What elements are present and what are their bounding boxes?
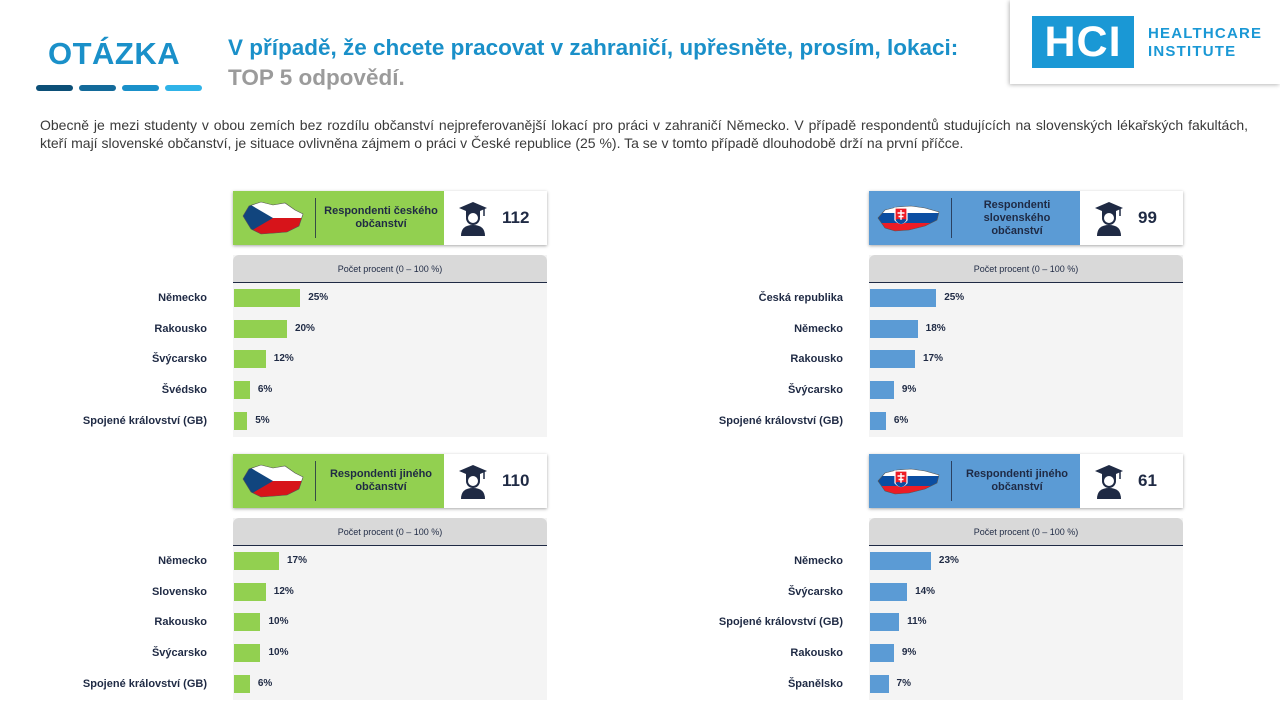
dash-1 [36,85,73,91]
value-label: 18% [925,323,946,334]
bar-row [0,320,640,338]
divider [315,198,316,238]
category-label: Rakousko [790,353,843,365]
bar-row [636,613,1276,631]
value-label: 10% [268,616,289,627]
respondent-count-box [1080,191,1183,245]
axis-label: Počet procent (0 – 100 %) [233,255,547,283]
logo-mark: HCI [1032,16,1134,68]
group-label: Respondenti jiného občanství [965,468,1069,493]
graduate-icon [1094,463,1124,499]
divider [951,461,952,501]
bar [870,613,899,631]
bar-row [0,613,640,631]
respondent-count: 112 [502,208,530,227]
czech-map-icon [239,198,307,238]
bar [234,412,247,430]
bar-row [636,350,1276,368]
category-label: Německo [158,555,207,567]
respondent-count-box [444,191,547,245]
category-label: Švýcarsko [151,353,207,365]
value-label: 12% [273,586,294,597]
respondent-count: 110 [502,471,530,490]
category-label: Česká republika [758,292,843,304]
bar-row [636,320,1276,338]
bar-row [636,644,1276,662]
bar [234,583,266,601]
page-title [228,33,988,93]
axis-label: Počet procent (0 – 100 %) [233,518,547,546]
dash-2 [79,85,116,91]
category-label: Rakousko [154,616,207,628]
respondent-group-header [869,191,1183,245]
decorative-dashes [36,85,202,91]
bar [234,613,260,631]
bar [870,552,931,570]
group-label-box [869,191,1080,245]
category-label: Španělsko [787,678,843,690]
category-label: Švédsko [161,384,207,396]
bar-row [0,644,640,662]
bar [870,675,889,693]
plot-area [869,518,1183,700]
respondent-count: 99 [1138,208,1157,227]
plot-area [233,518,547,700]
dash-3 [122,85,159,91]
chart-panel-sk-other [636,454,1276,716]
logo-line-2: INSTITUTE [1148,43,1237,60]
category-label: Švýcarsko [151,647,207,659]
question-label: OTÁZKA [48,36,181,71]
group-label-box [233,191,444,245]
value-label: 14% [915,586,936,597]
bar-row [0,552,640,570]
bar-row [636,583,1276,601]
bar [870,289,936,307]
graduate-icon [1094,200,1124,236]
value-label: 9% [901,384,917,395]
value-label: 11% [907,616,927,627]
value-label: 6% [257,384,273,395]
dash-4 [165,85,202,91]
slovak-map-icon [875,461,943,501]
bar-row [636,381,1276,399]
hci-logo [1010,0,1280,84]
bar [870,350,915,368]
respondent-group-header [233,454,547,508]
value-label: 12% [273,353,294,364]
respondent-count-box [1080,454,1183,508]
bar [870,381,894,399]
graduate-icon [458,200,488,236]
value-label: 9% [901,647,917,658]
bar-row [636,289,1276,307]
group-label-box [233,454,444,508]
category-label: Spojené království (GB) [718,616,843,628]
czech-map-icon [239,461,307,501]
bar-row [0,583,640,601]
value-label: 6% [257,678,273,689]
bar-row [0,412,640,430]
group-label: Respondenti českého občanství [324,205,438,230]
question-suffix: TOP 5 odpovědí. [228,65,405,90]
bar-row [0,350,640,368]
value-label: 17% [923,353,944,364]
bar [234,320,287,338]
axis-label: Počet procent (0 – 100 %) [869,255,1183,283]
bar [234,644,260,662]
bar-row [636,675,1276,693]
plot-area [233,255,547,437]
logo-wordmark [1148,25,1262,61]
category-label: Slovensko [151,586,207,598]
category-label: Spojené království (GB) [82,415,207,427]
bar-row [636,552,1276,570]
plot-area [869,255,1183,437]
logo-line-1: HEALTHCARE [1148,25,1263,42]
group-label-box [869,454,1080,508]
bar-row [0,675,640,693]
value-label: 23% [938,555,959,566]
bar [870,583,907,601]
divider [315,461,316,501]
bar-row [636,412,1276,430]
value-label: 5% [255,415,270,426]
group-label: Respondenti jiného občanství [329,468,433,493]
bar [234,350,266,368]
category-label: Rakousko [154,323,207,335]
bar [234,675,250,693]
category-label: Německo [794,555,843,567]
category-label: Švýcarsko [787,384,843,396]
category-label: Spojené království (GB) [718,415,843,427]
chart-panel-cz-other [0,454,640,716]
value-label: 25% [308,292,329,303]
bar [234,552,279,570]
value-label: 17% [287,555,308,566]
category-label: Německo [794,323,843,335]
value-label: 6% [893,415,909,426]
respondent-count-box [444,454,547,508]
category-label: Švýcarsko [787,586,843,598]
respondent-group-header [869,454,1183,508]
respondent-count: 61 [1138,471,1157,490]
intro-paragraph: Obecně je mezi studenty v obou zemích bez rozdílu občanství nejpreferovanější lokací pro práci v zahraničí Německo. V případě respondentů studujících na slovenských lékařských fakultách, kteří mají slovenské občanství, je situace ovlivněna zájmem o práci v České republice (25 %). Ta se v tomto případě dlouhodobě drží na první příčce. [40,117,1248,151]
bar [234,381,250,399]
question-text: V případě, že chcete pracovat v zahraničí, upřesněte, prosím, lokaci: [228,35,959,60]
value-label: 7% [896,678,911,689]
bar [870,320,918,338]
bar [870,644,894,662]
chart-panel-sk-slovak [636,191,1276,453]
respondent-group-header [233,191,547,245]
category-label: Spojené království (GB) [82,678,207,690]
chart-panel-cz-czech [0,191,640,453]
category-label: Rakousko [790,647,843,659]
value-label: 10% [268,647,289,658]
group-label: Respondenti slovenského občanství [983,198,1051,237]
bar-row [0,289,640,307]
bar-row [0,381,640,399]
bar [234,289,300,307]
axis-label: Počet procent (0 – 100 %) [869,518,1183,546]
category-label: Německo [158,292,207,304]
divider [951,198,952,238]
value-label: 25% [944,292,965,303]
graduate-icon [458,463,488,499]
slovak-map-icon [875,198,943,238]
value-label: 20% [294,323,315,334]
bar [870,412,886,430]
